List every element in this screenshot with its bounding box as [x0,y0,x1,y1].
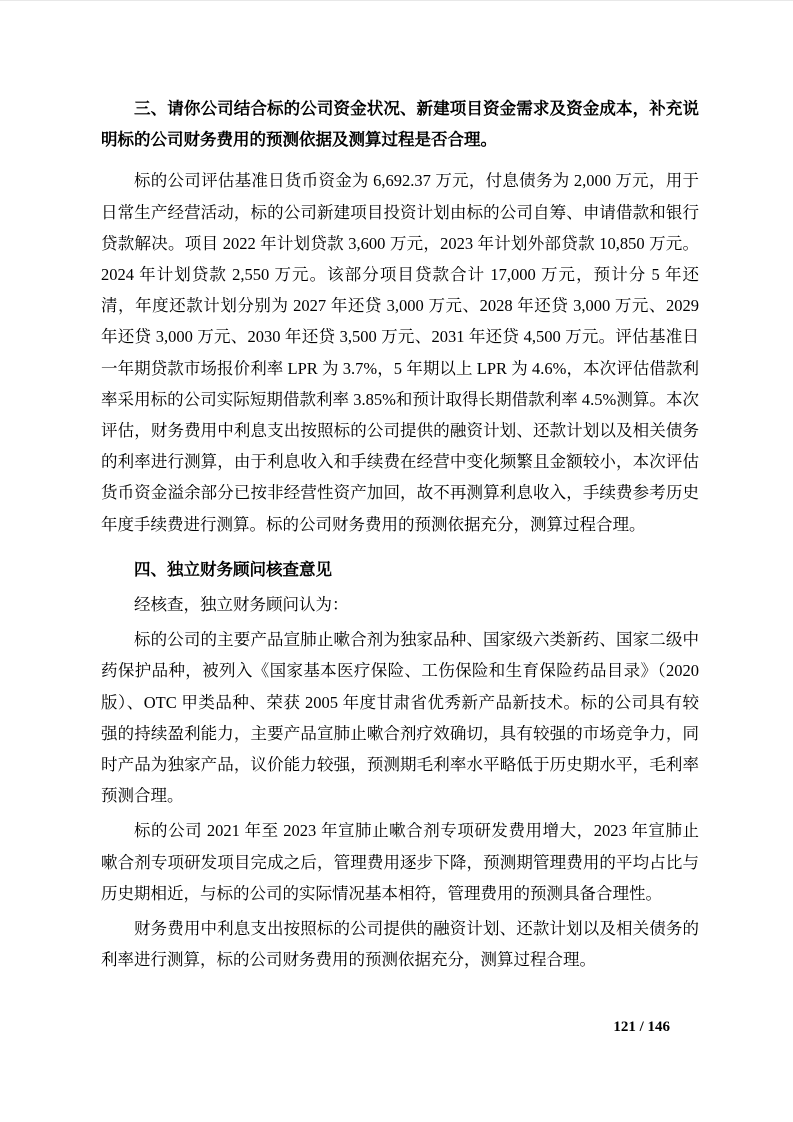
section-4-paragraph-2: 标的公司的主要产品宣肺止嗽合剂为独家品种、国家级六类新药、国家二级中药保护品种，被列入《国家基本医疗保险、工伤保险和生育保险药品目录》（2020版）、OTC 甲类品种、荣获 2005 年度甘肃省优秀新产品新技术。标的公司具有较强的持续盈利能力，主要产品宣肺止嗽合剂疗效确切，具有较强的市场竞争力，同时产品为独家产品，议价能力较强，预测期毛利率水平略低于历史期水平，毛利率预测合理。 [101,630,699,806]
page-number: 121 / 146 [613,1019,670,1035]
section-3-heading: 三、请你公司结合标的公司资金状况、新建项目资金需求及资金成本，补充说明标的公司财务费用的预测依据及测算过程是否合理。 [101,99,699,150]
section-4-heading: 四、独立财务顾问核查意见 [134,559,332,579]
section-4-paragraph-1: 经核查，独立财务顾问认为： [134,595,349,615]
section-3-paragraph: 标的公司评估基准日货币资金为 6,692.37 万元，付息债务为 2,000 万元，用于日常生产经营活动，标的公司新建项目投资计划由标的公司自筹、申请借款和银行贷款解决。项目 2022 年计划贷款 3,600 万元，2023 年计划外部贷款 10,850 万元。2024 年计划贷款 2,550 万元。该部分项目贷款合计 17,000 万元，预计分 5 年还清，年度还款计划分别为 2027 年还贷 3,000 万元、2028 年还贷 3,000 万元、2029 年还贷 3,000 万元、2030 年还贷 3,500 万元、2031 年还贷 4,500 万元。评估基准日一年期贷款市场报价利率 LPR 为 3.7%，5 年期以上 LPR 为 4.6%，本次评估借款利率采用标的公司实际短期借款利率 3.85%和预计取得长期借款利率 4.5%测算。本次评估，财务费用中利息支出按照标的公司提供的融资计划、还款计划以及相关债务的利率进行测算，由于利息收入和手续费在经营中变化频繁且金额较小，本次评估货币资金溢余部分已按非经营性资产加回，故不再测算利息收入，手续费参考历史年度手续费进行测算。标的公司财务费用的预测依据充分，测算过程合理。 [101,171,699,534]
document-body [0,1,793,975]
section-4-paragraph-3: 标的公司 2021 年至 2023 年宣肺止嗽合剂专项研发费用增大，2023 年宣肺止嗽合剂专项研发项目完成之后，管理费用逐步下降，预测期管理费用的平均占比与历史期相近，与标的公司的实际情况基本相符，管理费用的预测具备合理性。 [101,821,699,903]
section-4-paragraph-4: 财务费用中利息支出按照标的公司提供的融资计划、还款计划以及相关债务的利率进行测算，标的公司财务费用的预测依据充分，测算过程合理。 [101,919,699,970]
